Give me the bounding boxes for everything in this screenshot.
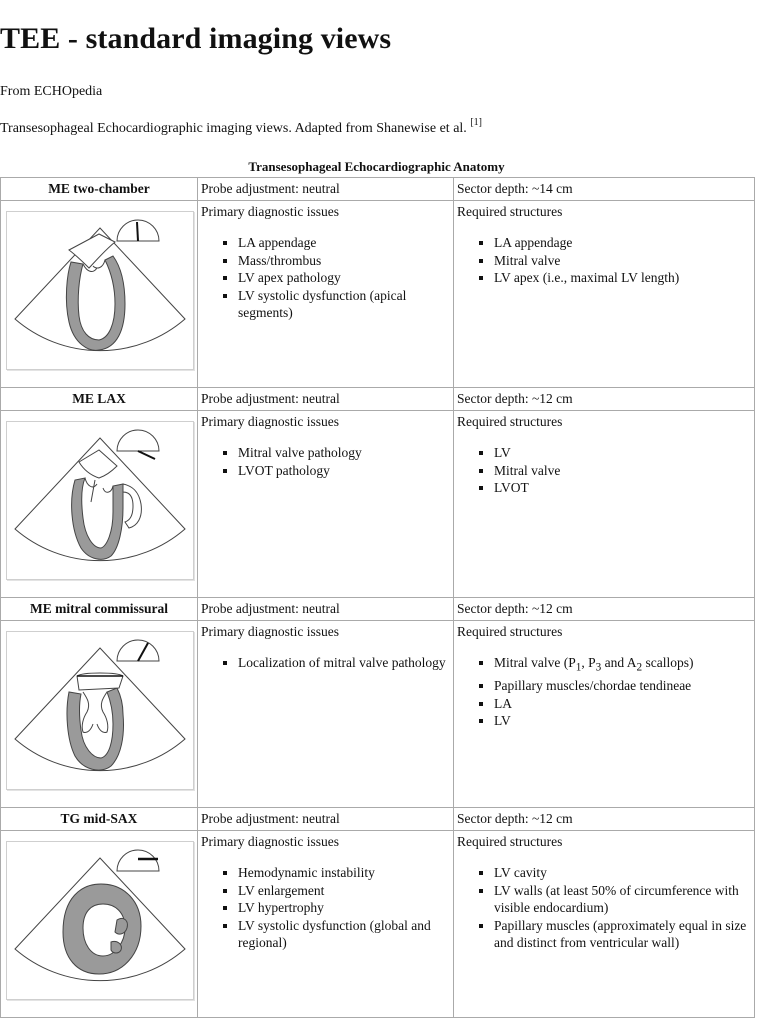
- list-item: ▪ Mitral valve: [494, 462, 748, 480]
- list-item: ▪ Localization of mitral valve pathology: [238, 654, 447, 672]
- issues-label: Primary diagnostic issues: [201, 834, 339, 849]
- view-name: ME LAX: [1, 388, 198, 411]
- view-name: ME mitral commissural: [1, 598, 198, 621]
- sector-depth: Sector depth: ~14 cm: [454, 178, 755, 201]
- sector-depth: Sector depth: ~12 cm: [454, 598, 755, 621]
- diagnostic-issues-cell: [198, 621, 454, 808]
- list-item: ▪ LV: [494, 444, 748, 462]
- text: Mitral valve (P: [494, 655, 576, 670]
- subscript: 2: [636, 661, 643, 674]
- probe-adjustment: Probe adjustment: neutral: [198, 598, 454, 621]
- issues-label: Primary diagnostic issues: [201, 414, 339, 429]
- view-header-row: [1, 808, 755, 831]
- text: and A: [601, 655, 637, 670]
- issues-label: Primary diagnostic issues: [201, 204, 339, 219]
- probe-adjustment: Probe adjustment: neutral: [198, 178, 454, 201]
- issues-label: Primary diagnostic issues: [201, 624, 339, 639]
- text: scallops): [642, 655, 694, 670]
- diagram-frame: [6, 841, 194, 1000]
- required-structures-cell: [454, 411, 755, 598]
- list-item: ▪ LA appendage: [494, 234, 748, 252]
- diagnostic-issues-cell: [198, 411, 454, 598]
- view-name: TG mid-SAX: [1, 808, 198, 831]
- list-item: ▪ LA appendage: [238, 234, 447, 252]
- reference-link[interactable]: [1]: [470, 117, 482, 128]
- list-item: ▪ LVOT: [494, 479, 748, 497]
- issues-list: [198, 654, 453, 672]
- diagnostic-issues-cell: [198, 831, 454, 1018]
- list-item: ▪ LV hypertrophy: [238, 899, 447, 917]
- list-item: ▪ LV walls (at least 50% of circumference with visible endocardium): [494, 882, 748, 917]
- list-item: ▪ LA: [494, 695, 748, 713]
- structures-list: [454, 444, 754, 497]
- diagram-cell: [1, 411, 198, 598]
- required-structures-cell: [454, 201, 755, 388]
- diagnostic-issues-cell: [198, 201, 454, 388]
- view-header-row: [1, 388, 755, 411]
- anatomy-table: [0, 177, 755, 1018]
- subscript: 3: [595, 661, 602, 674]
- probe-angle-icon: [117, 430, 159, 459]
- structures-label: Required structures: [457, 834, 563, 849]
- list-item: ▪ LVOT pathology: [238, 462, 447, 480]
- list-item: ▪ Hemodynamic instability: [238, 864, 447, 882]
- reference-marker[interactable]: [470, 117, 482, 128]
- list-item: ▪ Papillary muscles/chordae tendineae: [494, 677, 748, 695]
- list-item: ▪ LV enlargement: [238, 882, 447, 900]
- probe-angle-icon: [117, 850, 159, 871]
- subscript: 1: [575, 661, 582, 674]
- list-item: ▪ Mitral valve pathology: [238, 444, 447, 462]
- list-item: ▪ Mitral valve: [494, 252, 748, 270]
- view-name: ME two-chamber: [1, 178, 198, 201]
- issues-list: [198, 864, 453, 952]
- probe-adjustment: Probe adjustment: neutral: [198, 388, 454, 411]
- list-item: ▪ Mass/thrombus: [238, 252, 447, 270]
- diagram-frame: [6, 421, 194, 580]
- view-body-row: [1, 621, 755, 808]
- sector-depth: Sector depth: ~12 cm: [454, 388, 755, 411]
- tg-mid-sax-diagram: [7, 842, 193, 999]
- intro-text: [0, 117, 482, 137]
- view-header-row: [1, 598, 755, 621]
- structures-list: [454, 654, 754, 730]
- list-item: ▪ LV apex (i.e., maximal LV length): [494, 269, 748, 287]
- view-header-row: [1, 178, 755, 201]
- text: , P: [581, 655, 596, 670]
- table-caption: Transesophageal Echocardiographic Anatomy: [248, 159, 505, 174]
- issues-list: [198, 444, 453, 479]
- list-item: ▪ LV systolic dysfunction (global and regional): [238, 917, 447, 952]
- structures-list: [454, 234, 754, 287]
- diagram-cell: [1, 621, 198, 808]
- list-item: ▪ LV: [494, 712, 748, 730]
- me-mitral-commissural-diagram: [7, 632, 193, 789]
- issues-list: [198, 234, 453, 322]
- intro-sentence: Transesophageal Echocardiographic imaging views. Adapted from Shanewise et al.: [0, 121, 467, 136]
- probe-angle-icon: [117, 220, 159, 241]
- view-body-row: [1, 201, 755, 388]
- me-two-chamber-diagram: [7, 212, 193, 369]
- sector-depth: Sector depth: ~12 cm: [454, 808, 755, 831]
- list-item-mitral-scallops: [494, 654, 748, 677]
- diagram-cell: [1, 831, 198, 1018]
- diagram-frame: [6, 631, 194, 790]
- list-item: ▪ LV apex pathology: [238, 269, 447, 287]
- diagram-cell: [1, 201, 198, 388]
- me-lax-diagram: [7, 422, 193, 579]
- structures-label: Required structures: [457, 204, 563, 219]
- page-title: TEE - standard imaging views: [0, 22, 392, 55]
- view-body-row: [1, 411, 755, 598]
- diagram-frame: [6, 211, 194, 370]
- list-item: ▪ LV systolic dysfunction (apical segments): [238, 287, 447, 322]
- probe-adjustment: Probe adjustment: neutral: [198, 808, 454, 831]
- structures-label: Required structures: [457, 624, 563, 639]
- required-structures-cell: [454, 621, 755, 808]
- from-line: From ECHOpedia: [0, 84, 103, 99]
- view-body-row: [1, 831, 755, 1018]
- structures-list: [454, 864, 754, 952]
- required-structures-cell: [454, 831, 755, 1018]
- probe-angle-icon: [117, 640, 159, 661]
- list-item: ▪ LV cavity: [494, 864, 748, 882]
- structures-label: Required structures: [457, 414, 563, 429]
- list-item: ▪ Papillary muscles (approximately equal in size and distinct from ventricular wall): [494, 917, 748, 952]
